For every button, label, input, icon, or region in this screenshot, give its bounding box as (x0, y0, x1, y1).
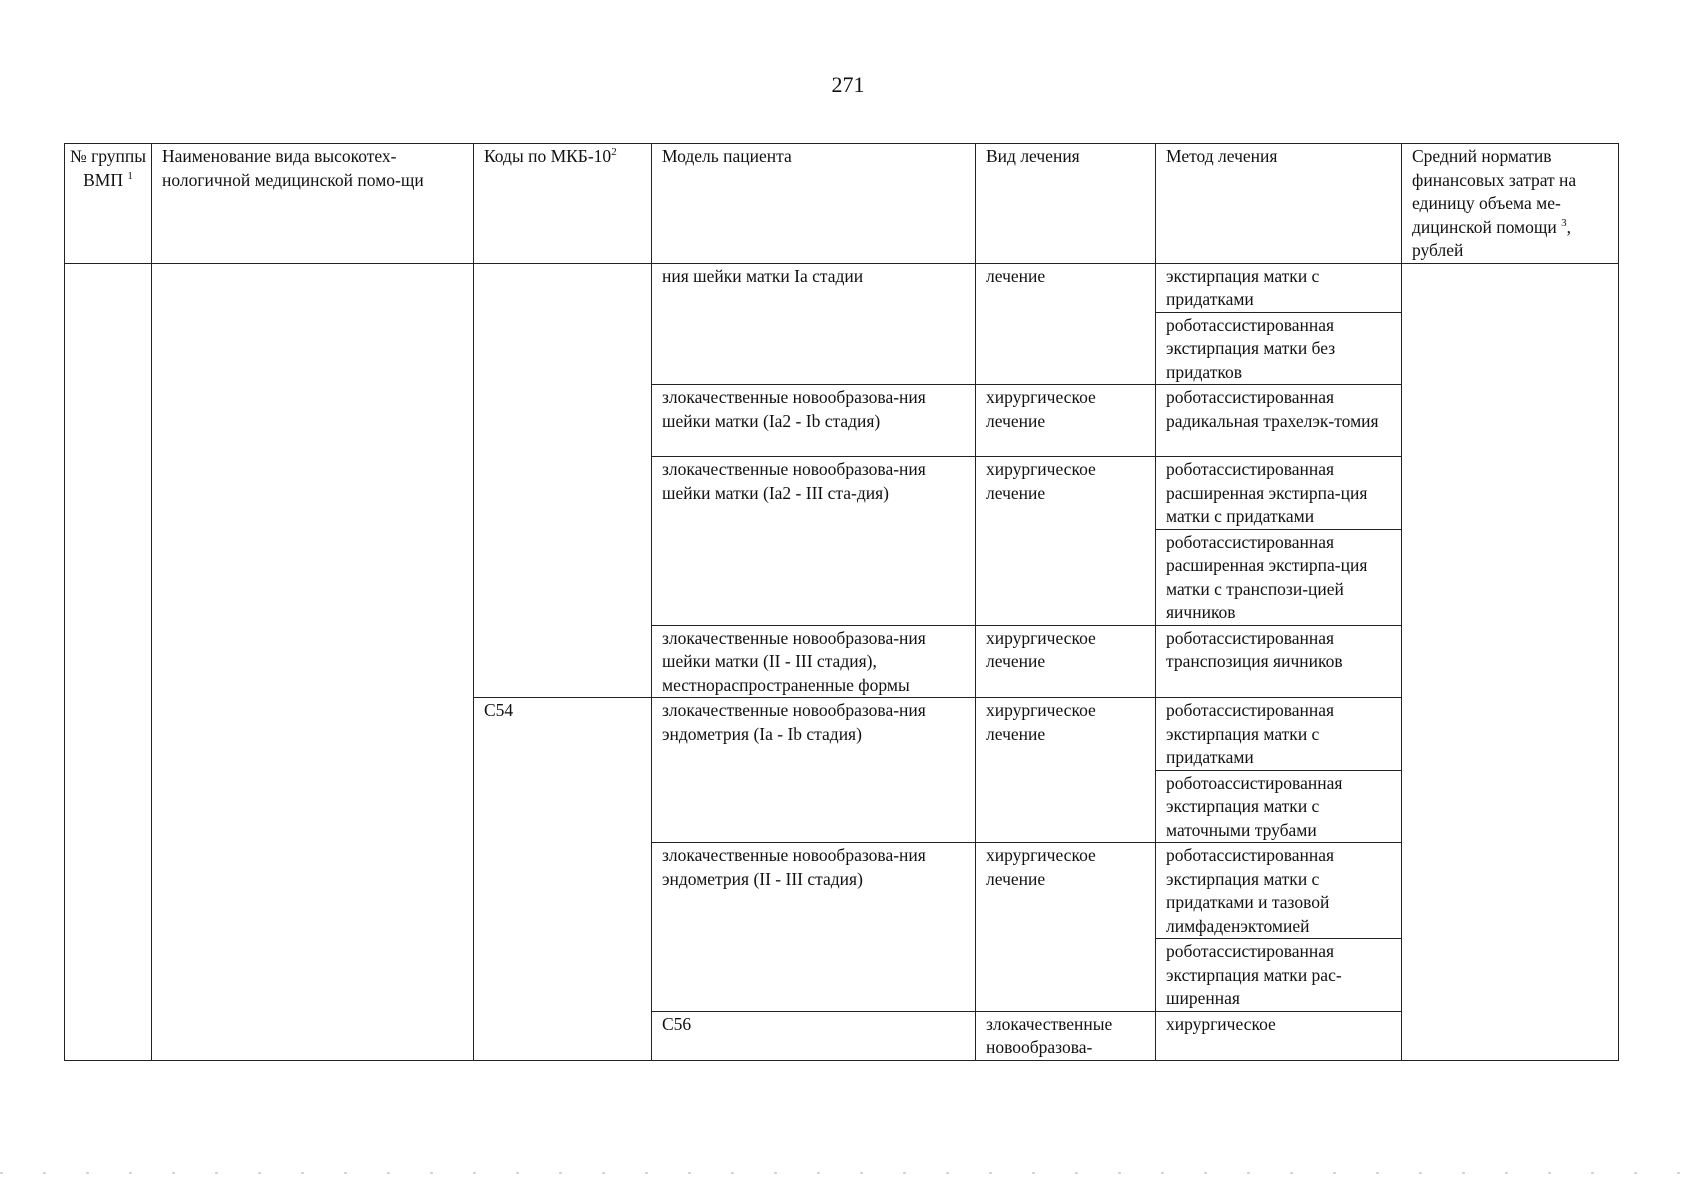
cell-treatment-type: хирургическое лечение (976, 843, 1156, 1012)
table-body (65, 263, 1619, 1060)
cell-icd-code: C56 (652, 1011, 976, 1060)
vmp-table (64, 143, 1619, 1061)
cell-treatment-method: роботассистированная расширенная экстирпа-ция матки с придатками (1156, 457, 1402, 530)
header-cost-standard: Средний норматив финансовых затрат на единицу объема ме-дицинской помощи $^3$, рублей (1402, 144, 1619, 264)
header-patient-model: Модель пациента (652, 144, 976, 264)
cell-treatment-type: хирургическое лечение (976, 457, 1156, 626)
cell-group-number (65, 263, 152, 1060)
header-treatment-type: Вид лечения (976, 144, 1156, 264)
cell-treatment-type: лечение (976, 263, 1156, 385)
cell-treatment-type: хирургическое лечение (976, 385, 1156, 457)
cell-care-name (152, 263, 474, 1060)
cell-patient-model: злокачественные новообразова- (976, 1011, 1156, 1060)
table-header (65, 144, 1619, 264)
scan-noise (0, 1172, 1696, 1174)
cell-treatment-type: хирургическое (1156, 1011, 1402, 1060)
table-row (65, 263, 1619, 312)
cell-treatment-method: роботассистированная экстирпация матки с придатками и тазовой лимфаденэктомией (1156, 843, 1402, 939)
cell-treatment-method: роботассистированная экстирпация матки рас-ширенная (1156, 939, 1402, 1012)
cell-treatment-method: роботассистированная экстирпация матки без придатков (1156, 312, 1402, 385)
cell-treatment-method: роботоассистированная экстирпация матки с маточными трубами (1156, 770, 1402, 843)
header-group-number: № группы ВМП $^1$ (65, 144, 152, 264)
cell-treatment-method: роботассистированная радикальная трахелэк-томия (1156, 385, 1402, 457)
cell-icd-code: C54 (474, 698, 652, 1061)
cell-cost (1402, 263, 1619, 1060)
cell-treatment-method: роботассистированная экстирпация матки с придатками (1156, 698, 1402, 771)
cell-patient-model: ния шейки матки Ia стадии (652, 263, 976, 385)
cell-treatment-method: роботассистированная расширенная экстирпа-ция матки с транспози-цией яичников (1156, 529, 1402, 625)
page-number: 271 (831, 72, 865, 97)
cell-patient-model: злокачественные новообразова-ния шейки матки (Ia2 - Ib стадия) (652, 385, 976, 457)
cell-patient-model: злокачественные новообразова-ния шейки матки (II - III стадия), местнораспространенные формы (652, 625, 976, 698)
cell-patient-model: злокачественные новообразова-ния шейки матки (Ia2 - III ста-дия) (652, 457, 976, 626)
cell-treatment-method: экстирпация матки с придатками (1156, 263, 1402, 312)
header-treatment-method: Метод лечения (1156, 144, 1402, 264)
header-care-name: Наименование вида высокотех-нологичной медицинской помо-щи (152, 144, 474, 264)
header-icd-codes: Коды по МКБ-$10^2$ (474, 144, 652, 264)
cell-icd-code (474, 263, 652, 698)
cell-patient-model: злокачественные новообразова-ния эндометрия (Ia - Ib стадия) (652, 698, 976, 843)
cell-patient-model: злокачественные новообразова-ния эндометрия (II - III стадия) (652, 843, 976, 1012)
cell-treatment-type: хирургическое лечение (976, 698, 1156, 843)
cell-treatment-type: хирургическое лечение (976, 625, 1156, 698)
cell-treatment-method: роботассистированная транспозиция яичников (1156, 625, 1402, 698)
